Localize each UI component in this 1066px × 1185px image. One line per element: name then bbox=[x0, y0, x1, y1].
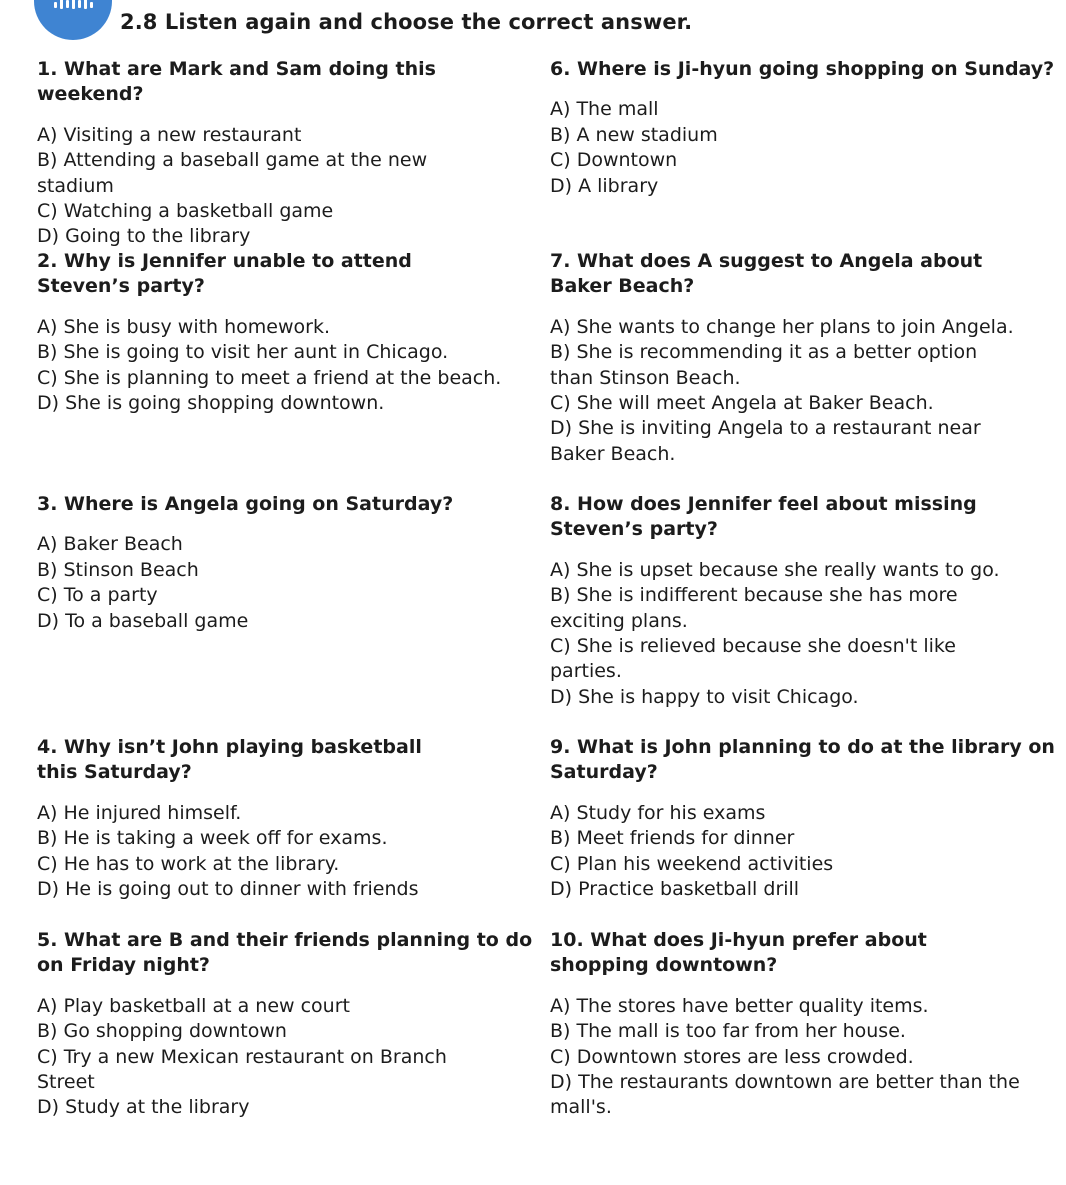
question-title: 10. What does Ji-hyun prefer about shopping downtown? bbox=[550, 929, 927, 977]
question-9 bbox=[550, 735, 1055, 902]
option-c[interactable]: C) She is planning to meet a friend at the beach. bbox=[37, 366, 502, 389]
option-d[interactable]: D) She is happy to visit Chicago. bbox=[550, 685, 859, 708]
option-a[interactable]: A) Baker Beach bbox=[37, 533, 183, 556]
option-d[interactable]: D) Study at the library bbox=[37, 1096, 250, 1119]
option-a[interactable]: A) The mall bbox=[550, 98, 659, 121]
question-6 bbox=[550, 57, 1055, 199]
question-7 bbox=[550, 249, 1055, 467]
option-c[interactable]: C) Try a new Mexican restaurant on Branch Street bbox=[37, 1045, 447, 1094]
question-1 bbox=[37, 57, 537, 250]
option-c[interactable]: C) Watching a basketball game bbox=[37, 200, 334, 223]
option-c[interactable]: C) She is relieved because she doesn't like parties. bbox=[550, 635, 956, 683]
option-d[interactable]: D) The restaurants downtown are better than the mall's. bbox=[550, 1071, 1020, 1119]
question-title: 5. What are B and their friends planning to do on Friday night? bbox=[37, 929, 533, 977]
question-title: 1. What are Mark and Sam doing this weekend? bbox=[37, 58, 436, 106]
option-a[interactable]: A) Play basketball at a new court bbox=[37, 994, 350, 1017]
option-a[interactable]: A) She is upset because she really wants to go. bbox=[550, 558, 1000, 581]
option-d[interactable]: D) She is going shopping downtown. bbox=[37, 392, 385, 415]
option-a[interactable]: A) The stores have better quality items. bbox=[550, 994, 929, 1017]
option-d[interactable]: D) She is inviting Angela to a restaurant near Baker Beach. bbox=[550, 417, 981, 465]
option-a[interactable]: A) Visiting a new restaurant bbox=[37, 123, 302, 146]
option-b[interactable]: B) Attending a baseball game at the new stadium bbox=[37, 149, 428, 197]
option-a[interactable]: A) Study for his exams bbox=[550, 801, 766, 824]
option-b[interactable]: B) She is going to visit her aunt in Chicago. bbox=[37, 341, 449, 364]
question-4 bbox=[37, 735, 537, 902]
question-2 bbox=[37, 249, 537, 416]
question-title: 7. What does A suggest to Angela about Baker Beach? bbox=[550, 250, 983, 298]
option-d[interactable]: D) To a baseball game bbox=[37, 609, 249, 632]
question-5 bbox=[37, 928, 537, 1121]
option-d[interactable]: D) A library bbox=[550, 174, 659, 197]
option-c[interactable]: C) To a party bbox=[37, 584, 158, 607]
option-b[interactable]: B) A new stadium bbox=[550, 123, 718, 146]
question-title: 3. Where is Angela going on Saturday? bbox=[37, 493, 454, 515]
option-b[interactable]: B) She is recommending it as a better option than Stinson Beach. bbox=[550, 341, 978, 389]
audio-badge bbox=[34, 0, 112, 40]
question-title: 4. Why isn’t John playing basketball this Saturday? bbox=[37, 736, 422, 784]
option-b[interactable]: B) The mall is too far from her house. bbox=[550, 1020, 906, 1043]
option-a[interactable]: A) He injured himself. bbox=[37, 801, 242, 824]
question-title: 2. Why is Jennifer unable to attend Steven’s party? bbox=[37, 250, 412, 298]
question-title: 9. What is John planning to do at the library on Saturday? bbox=[550, 736, 1055, 784]
exercise-heading: 2.8 Listen again and choose the correct answer. bbox=[120, 10, 693, 34]
option-d[interactable]: D) Practice basketball drill bbox=[550, 878, 800, 901]
option-d[interactable]: D) He is going out to dinner with friends bbox=[37, 878, 419, 901]
option-c[interactable]: C) Downtown bbox=[550, 149, 678, 172]
option-c[interactable]: C) She will meet Angela at Baker Beach. bbox=[550, 392, 934, 415]
option-a[interactable]: A) She wants to change her plans to join Angela. bbox=[550, 315, 1014, 338]
question-title: 8. How does Jennifer feel about missing Steven’s party? bbox=[550, 493, 977, 541]
option-d[interactable]: D) Going to the library bbox=[37, 225, 251, 248]
option-a[interactable]: A) She is busy with homework. bbox=[37, 315, 331, 338]
question-title: 6. Where is Ji-hyun going shopping on Sunday? bbox=[550, 58, 1055, 80]
option-b[interactable]: B) Stinson Beach bbox=[37, 558, 199, 581]
option-b[interactable]: B) She is indifferent because she has more exciting plans. bbox=[550, 584, 958, 632]
option-b[interactable]: B) Go shopping downtown bbox=[37, 1020, 287, 1043]
option-c[interactable]: C) He has to work at the library. bbox=[37, 852, 340, 875]
option-c[interactable]: C) Plan his weekend activities bbox=[550, 852, 834, 875]
audio-waveform-icon bbox=[34, 0, 112, 40]
option-c[interactable]: C) Downtown stores are less crowded. bbox=[550, 1045, 914, 1068]
question-10 bbox=[550, 928, 1055, 1121]
option-b[interactable]: B) He is taking a week off for exams. bbox=[37, 827, 388, 850]
option-b[interactable]: B) Meet friends for dinner bbox=[550, 827, 795, 850]
question-8 bbox=[550, 492, 1055, 710]
question-3 bbox=[37, 492, 537, 634]
